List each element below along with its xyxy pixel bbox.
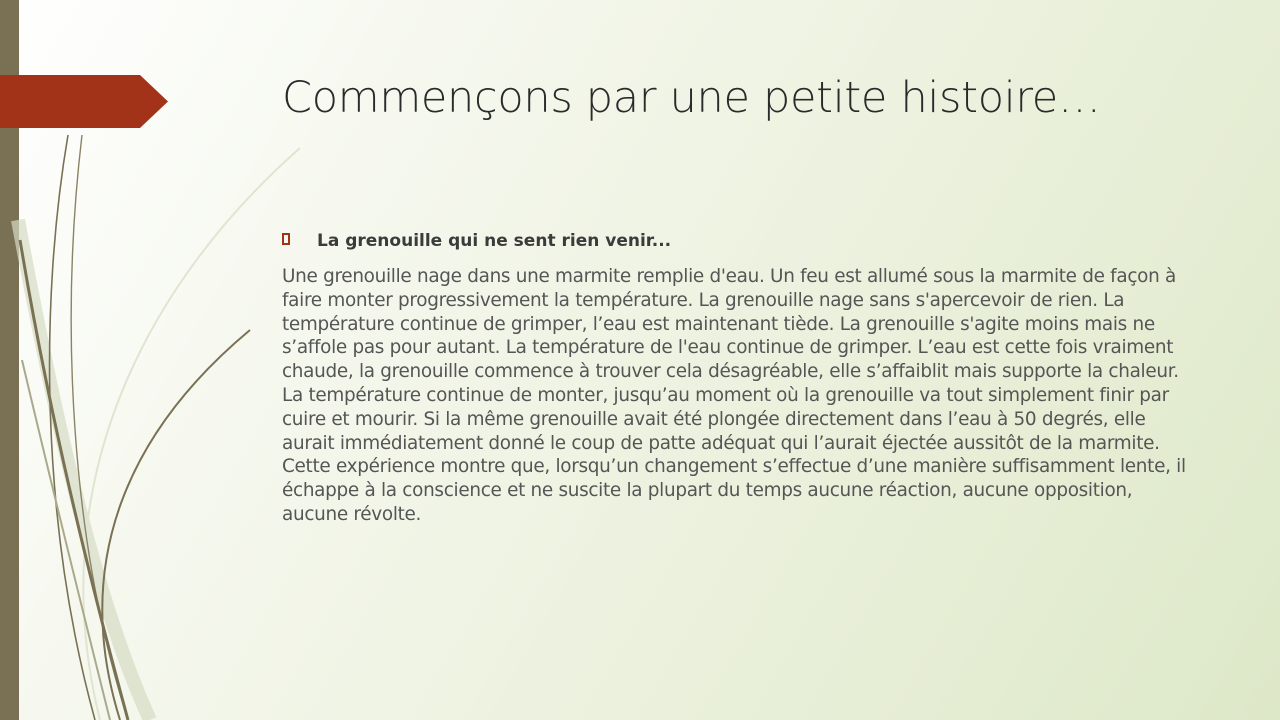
title-arrow-shape <box>0 75 168 128</box>
square-bullet-icon <box>282 233 290 245</box>
bullet-heading-text: La grenouille qui ne sent rien venir... <box>317 231 672 251</box>
slide-title: Commençons par une petite histoire… <box>282 73 1101 123</box>
bullet-heading <box>282 228 1182 254</box>
story-paragraph: Une grenouille nage dans une marmite remplie d'eau. Un feu est allumé sous la marmite de façon à faire monter progressivement la température. La grenouille nage sans s'apercevoir de rien. La température continue de grimper, l’eau est maintenant tiède. La grenouille s'agite moins mais ne s’affole pas pour autant. La température de l'eau continue de grimper. L’eau est cette fois vraiment chaude, la grenouille commence à trouver cela désagréable, elle s’affaiblit mais supporte la chaleur. La température continue de monter, jusqu’au moment où la grenouille va tout simplement finir par cuire et mourir. Si la même grenouille avait été plongée directement dans l’eau à 50 degrés, elle aurait immédiatement donné le coup de patte adéquat qui l’aurait éjectée aussitôt de la marmite. Cette expérience montre que, lorsqu’un changement s’effectue d’une manière suffisamment lente, il échappe à la conscience et ne suscite la plupart du temps aucune réaction, aucune opposition, aucune révolte. <box>282 266 1186 525</box>
